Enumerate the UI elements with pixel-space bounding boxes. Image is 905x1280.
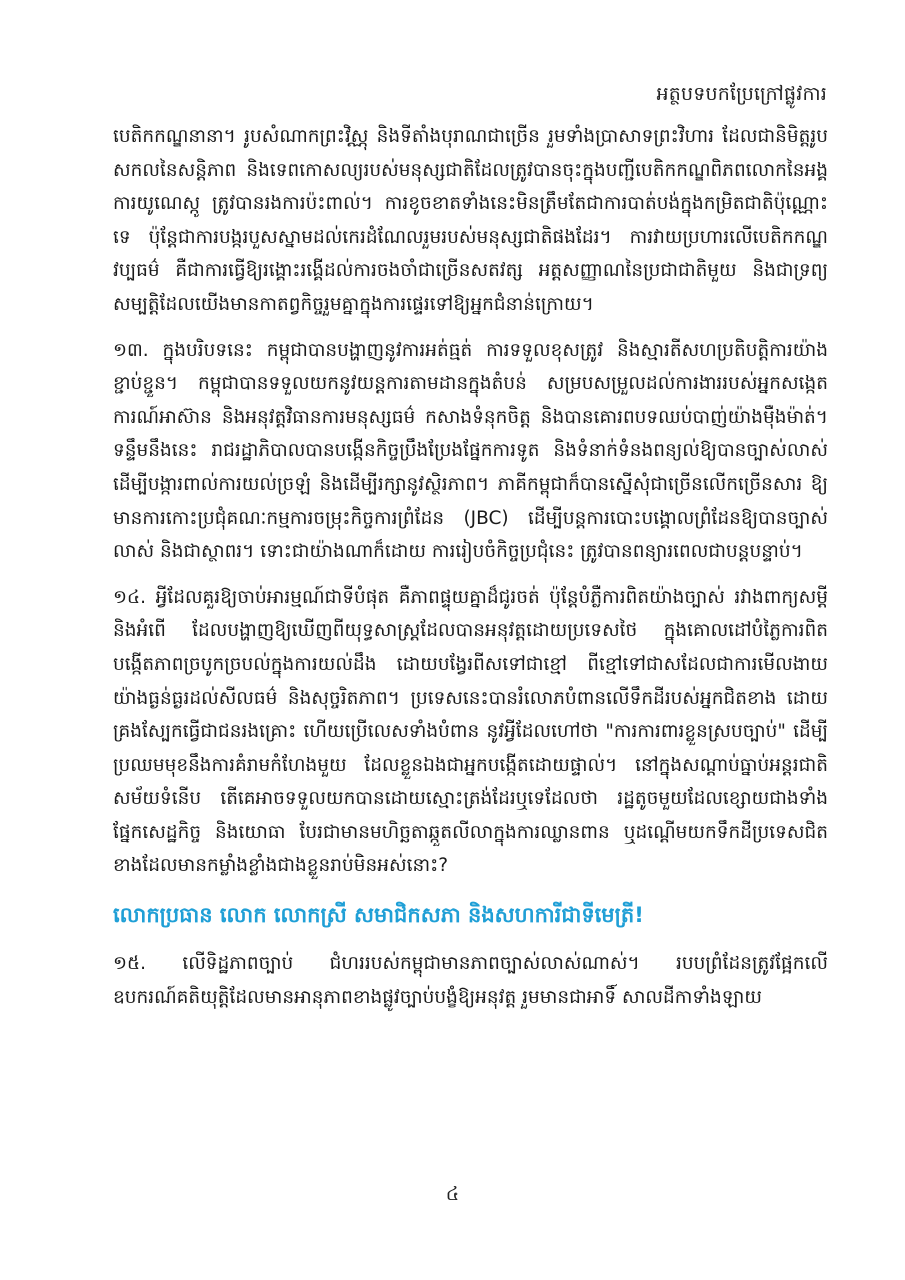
body-text bbox=[113, 120, 828, 1026]
paragraph-14: ១៤. អ្វីដែលគួរឱ្យចាប់អារម្មណ៍ជាទីបំផុត គឺភាពផ្ទុយគ្នាដ៏ជូរចត់ ប៉ុន្តែបំភ្លឺការពិតយ៉ាងច្បាស់ រវាងពាក្យសម្ដី និងអំពើ ដែលបង្ហាញឱ្យឃើញពីយុទ្ធសាស្ត្រដែលបានអនុវត្តដោយប្រទេសថៃ ក្នុងគោលដៅបំភ្លៃការពិត បង្កើតភាពច្របូកច្របល់ក្នុងការយល់ដឹង ដោយបង្វែរពីសទៅជាខ្មៅ ពីខ្មៅទៅជាសដែលជាការមើលងាយយ៉ាងធ្ងន់ធ្ងរដល់សីលធម៌ និងសុច្ចរិតភាព។ ប្រទេសនេះបានរំលោភបំពានលើទឹកដីរបស់អ្នកជិតខាង ដោយគ្រងស្បែកធ្វើជាជនរងគ្រោះ ហើយប្រើលេសទាំងបំពាន នូវអ្វីដែលហៅថា "ការការពារខ្លួនស្របច្បាប់" ដើម្បីប្រឈមមុខនឹងការគំរាមកំហែងមួយ ដែលខ្លួនឯងជាអ្នកបង្កើតដោយផ្ទាល់។ នៅក្នុងសណ្តាប់ធ្នាប់អន្តរជាតិសម័យទំនើប តើគេអាចទទួលយកបានដោយស្មោះត្រង់ដែរឬទេដែលថា រដ្ឋតូចមួយដែលខ្សោយជាងទាំងផ្នែកសេដ្ឋកិច្ច និងយោធា បែរជាមានមហិច្ឆតាឆ្កួតលីលាក្នុងការឈ្លានពាន ឬដណ្ដើមយកទឹកដីប្រទេសជិតខាងដែលមានកម្លាំងខ្លាំងជាងខ្លួនរាប់មិនអស់នោះ? bbox=[113, 586, 828, 877]
page-number: ៤ bbox=[445, 1183, 460, 1205]
running-header: អត្ថបទបកប្រែក្រៅផ្លូវការ bbox=[656, 83, 827, 105]
paragraph-13: ១៣. ក្នុងបរិបទនេះ កម្ពុជាបានបង្ហាញនូវការអត់ធ្មត់ ការទទួលខុសត្រូវ និងស្មារតីសហប្រតិបត្តិការយ៉ាងខ្ជាប់ខ្ជួន។ កម្ពុជាបានទទួលយកនូវយន្តការតាមដានក្នុងតំបន់ សម្របសម្រួលដល់ការងាររបស់អ្នកសង្កេតការណ៍អាស៊ាន និងអនុវត្តវិធានការមនុស្សធម៌ កសាងទំនុកចិត្ត និងបានគោរពបទឈប់បាញ់យ៉ាងម៉ឺងម៉ាត់។ ទន្ទឹមនឹងនេះ រាជរដ្ឋាភិបាលបានបង្កើនកិច្ចប្រឹងប្រែងផ្នែកការទូត និងទំនាក់ទំនងពន្យល់ឱ្យបានច្បាស់លាស់ ដើម្បីបង្ការពាល់ការយល់ច្រឡំ និងដើម្បីរក្សានូវស្ថិរភាព។ ភាគីកម្ពុជាក៏បានស្នើសុំជាច្រើនលើកច្រើនសារ ឱ្យមានការកោះប្រជុំគណៈកម្មការចម្រុះកិច្ចការព្រំដែន (JBC) ដើម្បីបន្តការបោះបង្គោលព្រំដែនឱ្យបានច្បាស់លាស់ និងជាស្ថាពរ។ ទោះជាយ៉ាងណាក៏ដោយ ការរៀបចំកិច្ចប្រជុំនេះ ត្រូវបានពន្យារពេលជាបន្តបន្ទាប់។ bbox=[113, 339, 828, 563]
paragraph-15: ១៥. លើទិដ្ឋភាពច្បាប់ ជំហររបស់កម្ពុជាមានភាពច្បាស់លាស់ណាស់។ របបព្រំដែនត្រូវផ្អែកលើឧបករណ៍គតិយុត្តិដែលមានអានុភាពខាងផ្លូវច្បាប់បង្ខំឱ្យអនុវត្ត រួមមានជាអាទិ៍ សាលដីកាទាំងឡាយ bbox=[113, 953, 828, 1008]
section-heading: លោកប្រធាន លោក លោកស្រី សមាជិកសភា និងសហការីជាទីមេត្រី! bbox=[113, 903, 644, 928]
paragraph-continuation: បេតិកកណ្ឌនានា។ រូបសំណាកព្រះវិស្ណុ និងទីតាំងបុរាណជាច្រើន រួមទាំងប្រាសាទព្រះវិហារ ដែលជានិមិត្តរូបសកលនៃសន្តិភាព និងទេពកោសល្យរបស់មនុស្សជាតិដែលត្រូវបានចុះក្នុងបញ្ជីបេតិកកណ្ឌពិភពលោកនៃអង្គការយូណេស្កូ ត្រូវបានរងការប៉ះពាល់។ ការខូចខាតទាំងនេះមិនត្រឹមតែជាការបាត់បង់ក្នុងកម្រិតជាតិប៉ុណ្ណោះទេ ប៉ុន្តែជាការបង្ករបួសស្នាមដល់កេរដំណែលរួមរបស់មនុស្សជាតិផងដែរ។ ការវាយប្រហារលើបេតិកកណ្ឌវប្បធម៌ គឺជាការធ្វើឱ្យរង្គោះរង្គើដល់ការចងចាំជាច្រើនសតវត្ស អត្តសញ្ញាណនៃប្រជាជាតិមួយ និងជាទ្រព្យសម្បត្តិដែលយើងមានកាតព្វកិច្ចរួមគ្នាក្នុងការផ្ទេរទៅឱ្យអ្នកជំនាន់ក្រោយ។ bbox=[113, 126, 828, 315]
